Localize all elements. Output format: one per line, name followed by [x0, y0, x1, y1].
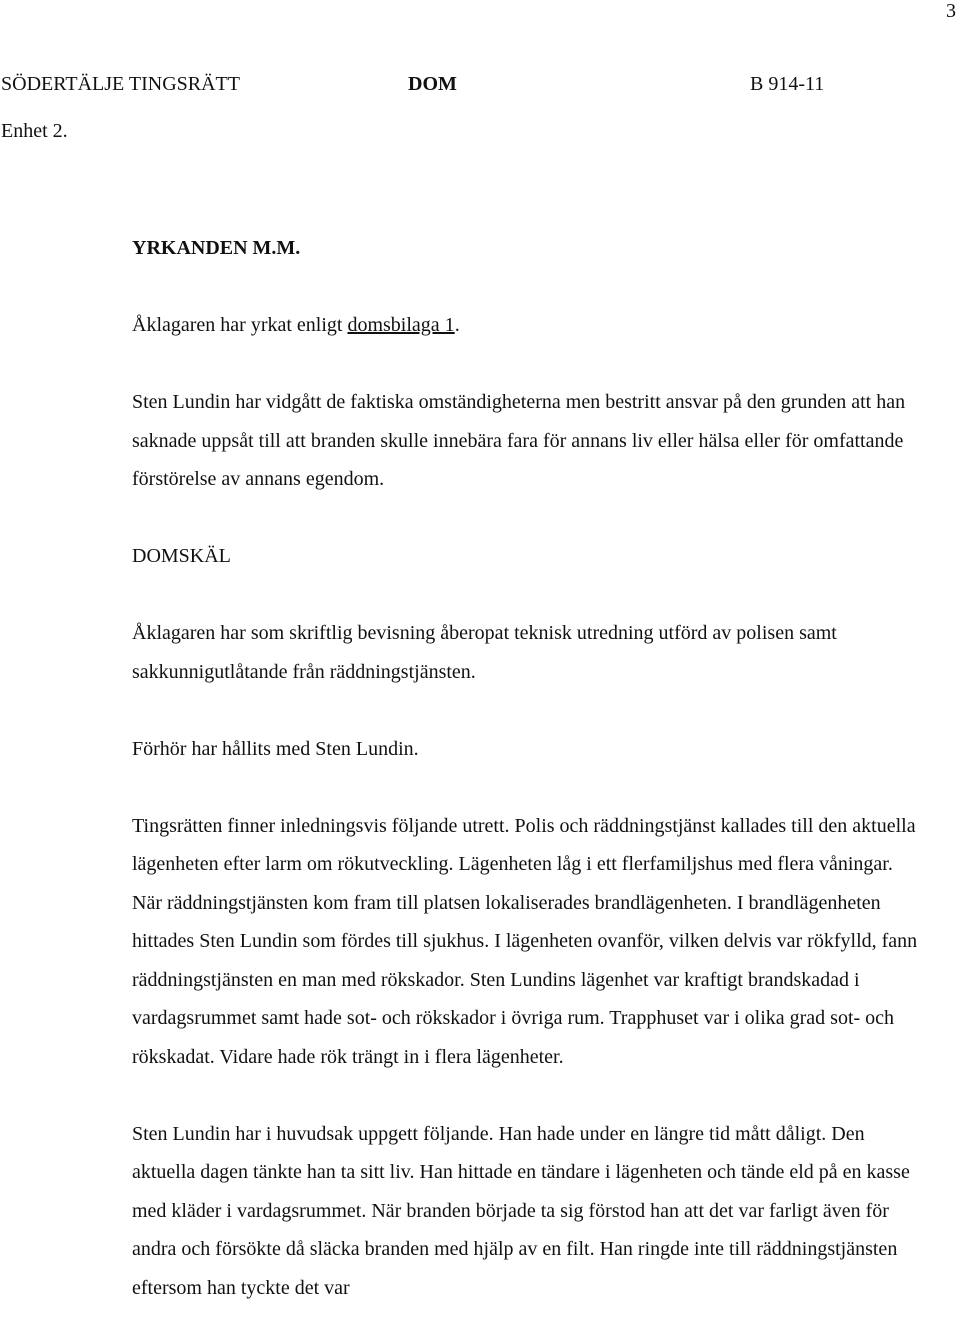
paragraph-text: . [454, 314, 460, 336]
paragraph-yrkanden-1 [132, 306, 922, 345]
paragraph-domskal-2: Förhör har hållits med Sten Lundin. [132, 737, 419, 760]
document-type: DOM [408, 73, 457, 95]
domsbilaga-link[interactable]: domsbilaga 1 [347, 314, 455, 336]
document-header [1, 71, 901, 97]
paragraph-domskal-4: Sten Lundin har i huvudsak uppgett följande. Han hade under en längre tid mått dåligt. Den aktuella dagen tänkte han ta sitt liv. Han hittade en tändare i lägenheten och tände eld på en kasse med kläder i vardagsrummet. När branden började ta sig förstod han att det var farligt även för andra och försökte då släcka branden med hjälp av en filt. Han ringde inte till räddningstjänsten eftersom han tyckte det var [132, 1122, 910, 1299]
paragraph-yrkanden-2: Sten Lundin har vidgått de faktiska omständigheterna men bestritt ansvar på den grunden att han saknade uppsåt till att branden skulle innebära fara för annans liv eller hälsa eller för omfattande förstörelse av annans egendom. [132, 391, 906, 490]
court-unit: Enhet 2. [1, 120, 68, 142]
section-heading-domskal: DOMSKÄL [132, 545, 231, 567]
document-body [132, 229, 922, 1307]
paragraph-text: Åklagaren har yrkat enligt [132, 314, 348, 336]
paragraph-domskal-3: Tingsrätten finner inledningsvis följande utrett. Polis och räddningstjänst kallades till den aktuella lägenheten efter larm om rökutveckling. Lägenheten låg i ett flerfamiljshus med flera våningar. När räddningstjänsten kom fram till platsen lokaliserades brandlägenheten. I brandlägenheten hittades Sten Lundin som fördes till sjukhus. I lägenheten ovanför, vilken delvis var rökfylld, fann räddningstjänsten en man med rökskador. Sten Lundins lägenhet var kraftigt brandskadad i vardagsrummet samt hade sot- och rökskador i övriga rum. Trapphuset var i olika grad sot- och rökskadat. Vidare hade rök trängt in i flera lägenheter. [132, 814, 918, 1068]
case-number: B 914-11 [750, 73, 825, 95]
section-heading-yrkanden: YRKANDEN M.M. [132, 237, 301, 259]
paragraph-domskal-1: Åklagaren har som skriftlig bevisning åberopat teknisk utredning utförd av polisen samt sakkunnigutlåtande från räddningstjänsten. [132, 622, 837, 683]
court-name: SÖDERTÄLJE TINGSRÄTT [1, 73, 240, 95]
page-number: 3 [946, 0, 956, 22]
